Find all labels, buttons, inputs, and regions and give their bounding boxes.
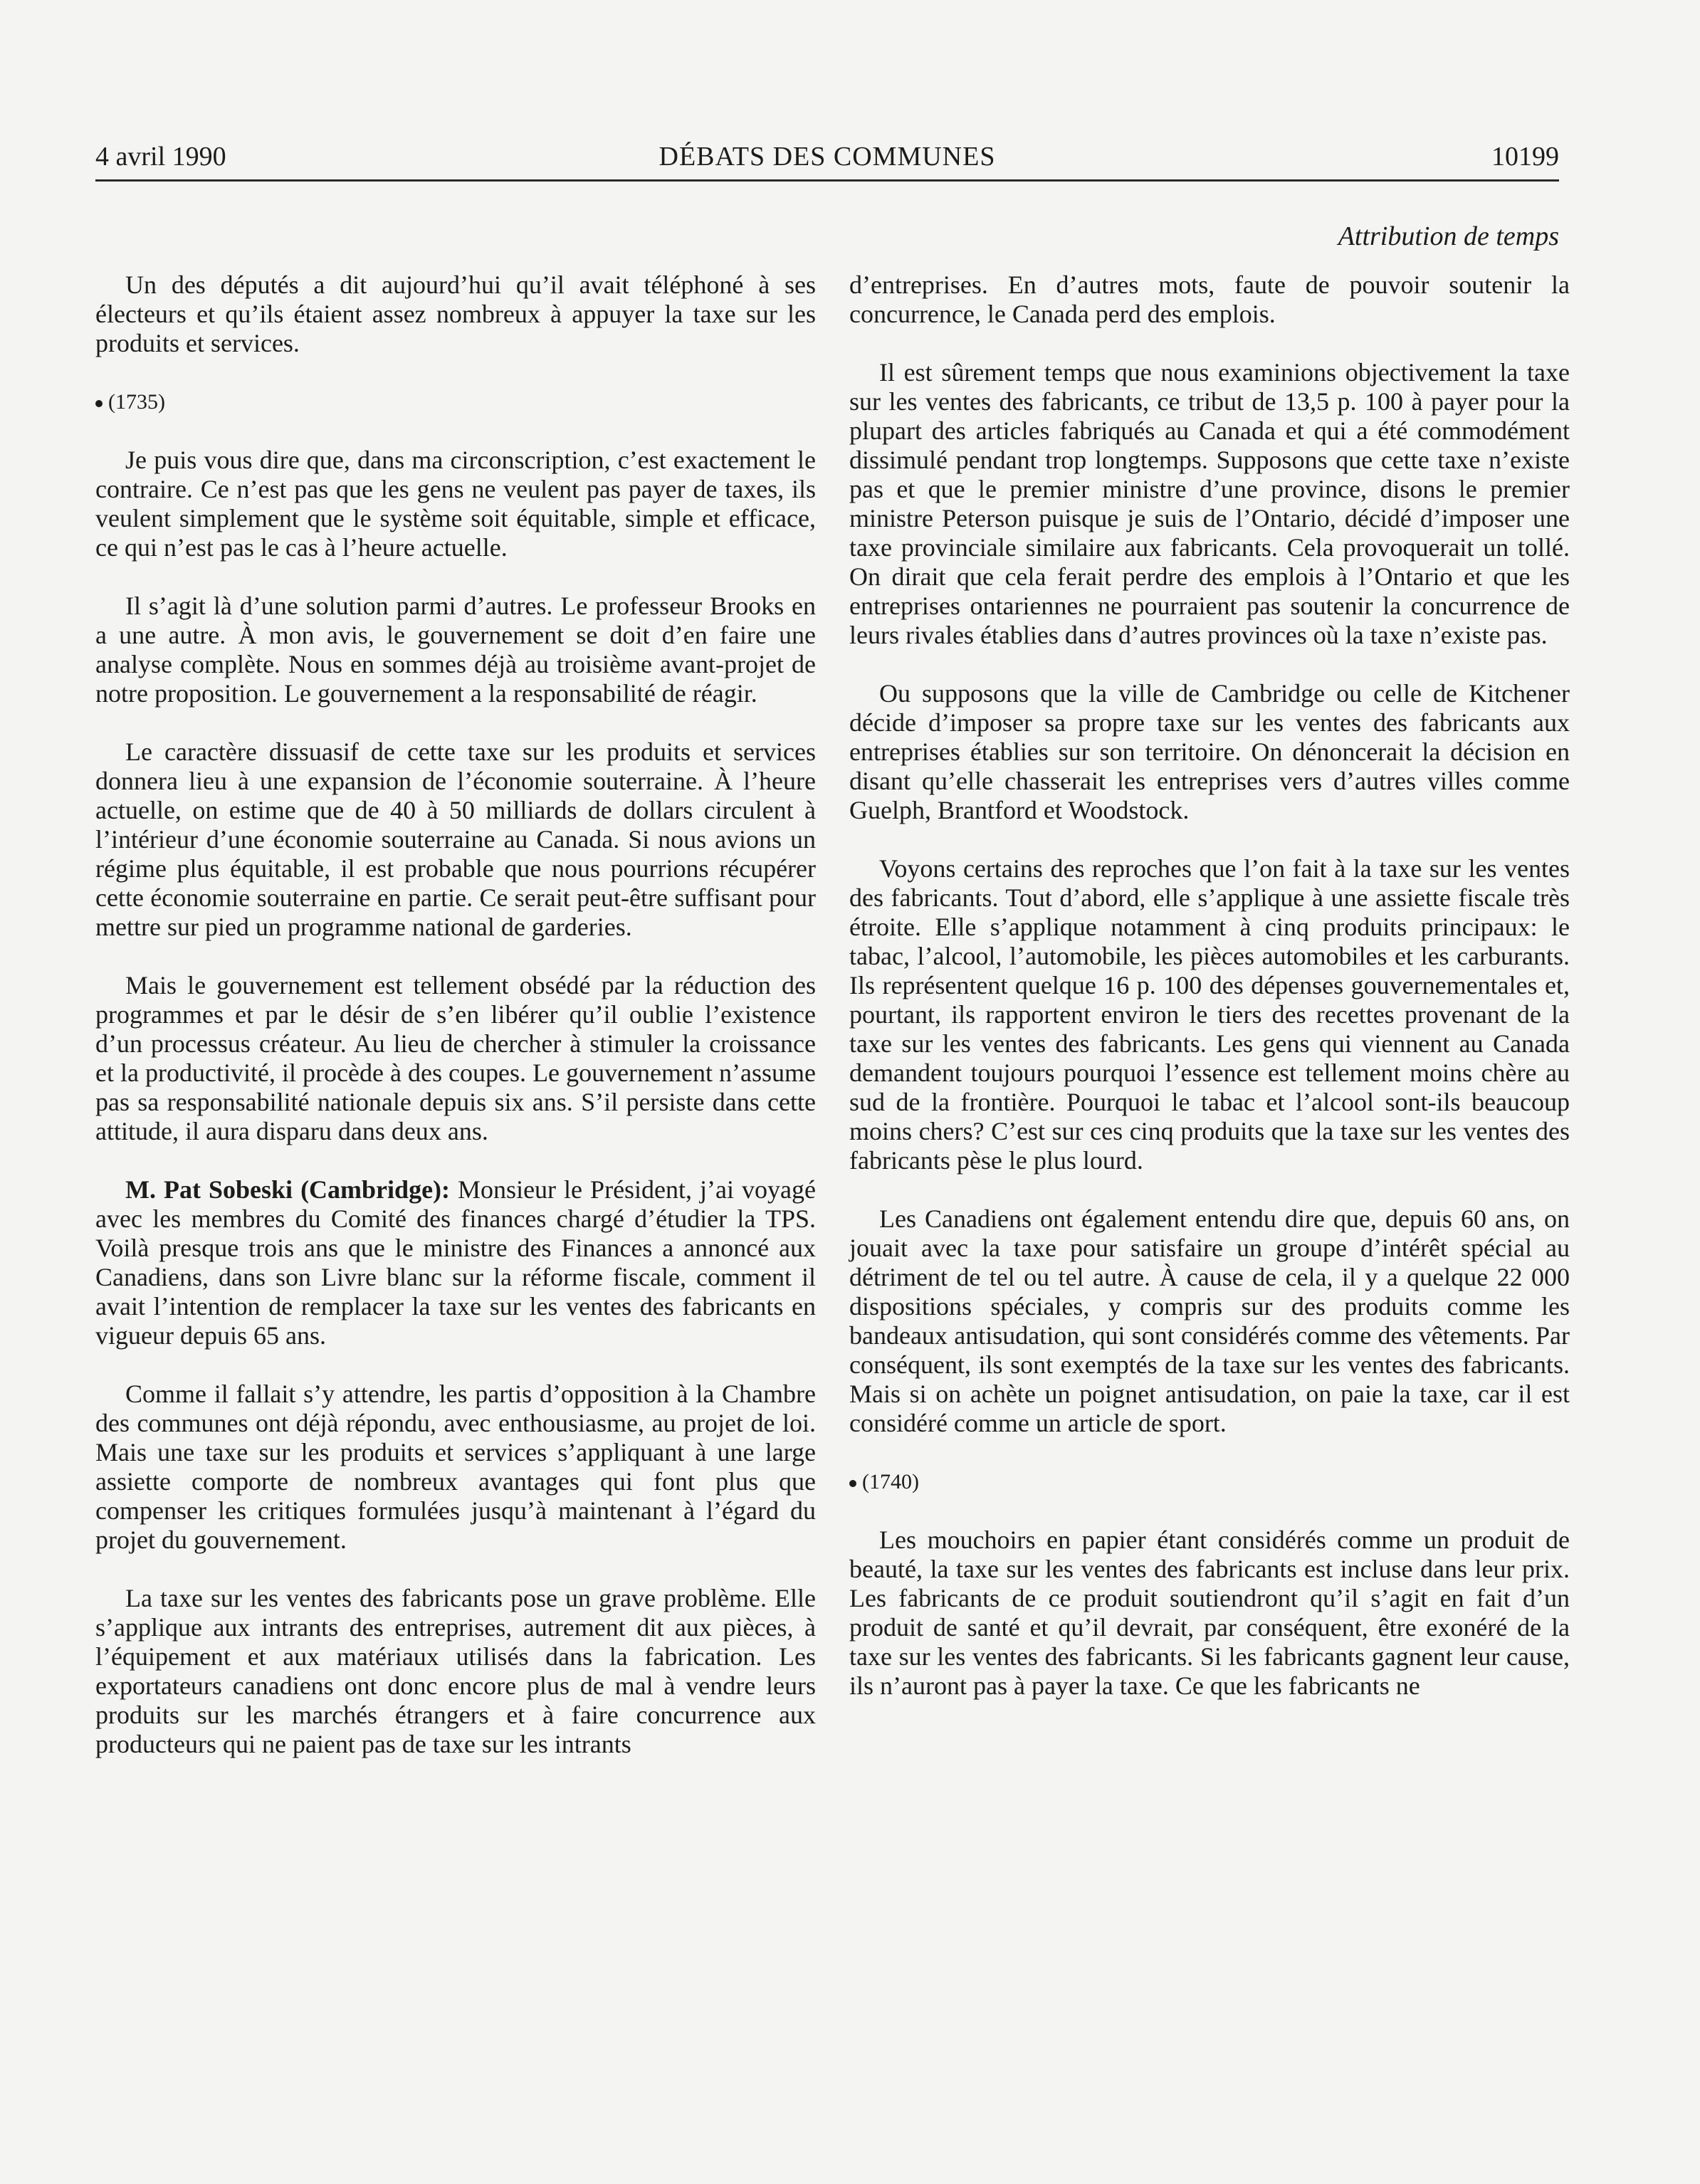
paragraph: Je puis vous dire que, dans ma circonscription, c’est exactement le contraire. Ce n’est pas que les gens ne veulent pas payer de taxes, ils veulent simplement que le système soit équitable, simple et efficace, ce qui n’est pas le cas à l’heure actuelle. [95, 446, 816, 562]
bullet-icon [95, 400, 103, 407]
right-column [849, 271, 1570, 1730]
publication-title: DÉBATS DES COMMUNES [659, 142, 996, 172]
paragraph: Voyons certains des reproches que l’on fait à la taxe sur les ventes des fabricants. Tout d’abord, elle s’applique à une assiette fiscale très étroite. Elle s’applique notamment à cinq produits principaux: le tabac, l’alcool, l’automobile, les pièces automobiles et les carburants. Ils représentent quelque 16 p. 100 des dépenses gouvernementales et, pourtant, ils rapportent environ le tiers des recettes provenant de la taxe sur les ventes des fabricants. Les gens qui viennent au Canada demandent toujours pourquoi l’essence est tellement moins chère au sud de la frontière. Pourquoi le tabac et l’alcool sont-ils beaucoup moins chers? C’est sur ces cinq produits que la taxe sur les ventes des fabricants pèse le plus lourd. [849, 854, 1570, 1175]
paragraph: La taxe sur les ventes des fabricants pose un grave problème. Elle s’applique aux intrants des entreprises, autrement dit aux pièces, à l’équipement et aux matériaux utilisés dans la fabrication. Les exportateurs canadiens ont donc encore plus de mal à vendre leurs produits sur les marchés étrangers et à faire concurrence aux producteurs qui ne paient pas de taxe sur les intrants [95, 1584, 816, 1758]
paragraph: Ou supposons que la ville de Cambridge ou celle de Kitchener décide d’imposer sa propre taxe sur les ventes des fabricants aux entreprises établies sur son territoire. On dénoncerait la décision en disant qu’elle chasserait les entreprises vers d’autres villes comme Guelph, Brantford et Woodstock. [849, 679, 1570, 824]
paragraph: Il est sûrement temps que nous examinions objectivement la taxe sur les ventes des fabricants, ce tribut de 13,5 p. 100 à payer pour la plupart des articles fabriqués au Canada et qui a été commodément dissimulé pendant trop longtemps. Supposons que cette taxe n’existe pas et que le premier ministre d’une province, disons le premier ministre Peterson puisque je suis de l’Ontario, décidé d’imposer une taxe provinciale similaire aux fabricants. Cela provoquerait un tollé. On dirait que cela ferait perdre des emplois à l’Ontario et que les entreprises ontariennes ne pourraient pas soutenir la concurrence de leurs rivales établies dans d’autres provinces où la taxe n’existe pas. [849, 358, 1570, 649]
paragraph: Comme il fallait s’y attendre, les partis d’opposition à la Chambre des communes ont déjà répondu, avec enthousiasme, au projet de loi. Mais une taxe sur les produits et services s’appliquant à une large assiette comporte de nombreux avantages qui font plus que compenser les critiques formulées jusqu’à maintenant à l’égard du projet du gouvernement. [95, 1380, 816, 1554]
paragraph: d’entreprises. En d’autres mots, faute de pouvoir soutenir la concurrence, le Canada perd des emplois. [849, 271, 1570, 328]
running-head: Attribution de temps [1338, 221, 1559, 251]
time-marker [95, 387, 816, 416]
page-number: 10199 [1491, 142, 1559, 172]
paragraph: Il s’agit là d’une solution parmi d’autres. Le professeur Brooks en a une autre. À mon avis, le gouvernement se doit d’en faire une analyse complète. Nous en sommes déjà au troisième avant-projet de notre proposition. Le gouvernement a la responsabilité de réagir. [95, 592, 816, 708]
paragraph: Les Canadiens ont également entendu dire que, depuis 60 ans, on jouait avec la taxe pour satisfaire un groupe d’intérêt spécial au détriment de tel ou tel autre. À cause de cela, il y a quelque 22 000 dispositions spéciales, y compris sur des produits comme les bandeaux antisudation, qui sont considérés comme des vêtements. Par conséquent, ils sont exemptés de la taxe sur les ventes des fabricants. Mais si on achète un poignet antisudation, on paie la taxe, car il est considéré comme un article de sport. [849, 1204, 1570, 1437]
header-rule [95, 179, 1559, 182]
speech-text: Monsieur le Président, j’ai voyagé avec les membres du Comité des finances chargé d’étudier la TPS. Voilà presque trois ans que le ministre des Finances a annoncé aux Canadiens, dans son Livre blanc sur la réforme fiscale, comment il avait l’intention de remplacer la taxe sur les ventes des fabricants en vigueur depuis 65 ans. [95, 1175, 816, 1350]
paragraph: Le caractère dissuasif de cette taxe sur les produits et services donnera lieu à une expansion de l’économie souterraine. À l’heure actuelle, on estime que de 40 à 50 milliards de dollars circulent à l’intérieur d’une économie souterraine au Canada. Si nous avions un régime plus équitable, il est probable que nous pourrions récupérer cette économie souterraine en partie. Ce serait peut-être suffisant pour mettre sur pied un programme national de garderies. [95, 737, 816, 941]
time-marker-text: (1735) [108, 390, 165, 414]
speech-paragraph [95, 1175, 816, 1350]
left-column [95, 271, 816, 1788]
header-date: 4 avril 1990 [95, 142, 226, 172]
time-marker [849, 1467, 1570, 1496]
paragraph: Un des députés a dit aujourd’hui qu’il avait téléphoné à ses électeurs et qu’ils étaient assez nombreux à appuyer la taxe sur les produits et services. [95, 271, 816, 357]
speaker-name: M. Pat Sobeski (Cambridge): [125, 1175, 451, 1204]
time-marker-text: (1740) [862, 1470, 919, 1493]
paragraph: Mais le gouvernement est tellement obsédé par la réduction des programmes et par le désir de s’en libérer qu’il oublie l’existence d’un processus créateur. Au lieu de chercher à stimuler la croissance et la productivité, il procède à des coupes. Le gouvernement n’assume pas sa responsabilité nationale depuis six ans. S’il persiste dans cette attitude, il aura disparu dans deux ans. [95, 971, 816, 1145]
paragraph: Les mouchoirs en papier étant considérés comme un produit de beauté, la taxe sur les ventes des fabricants est incluse dans leur prix. Les fabricants de ce produit soutiendront qu’il s’agit en fait d’un produit de santé et qu’il devrait, par conséquent, être exonéré de la taxe sur les ventes des fabricants. Si les fabricants gagnent leur cause, ils n’auront pas à payer la taxe. Ce que les fabricants ne [849, 1526, 1570, 1700]
bullet-icon [849, 1480, 856, 1487]
